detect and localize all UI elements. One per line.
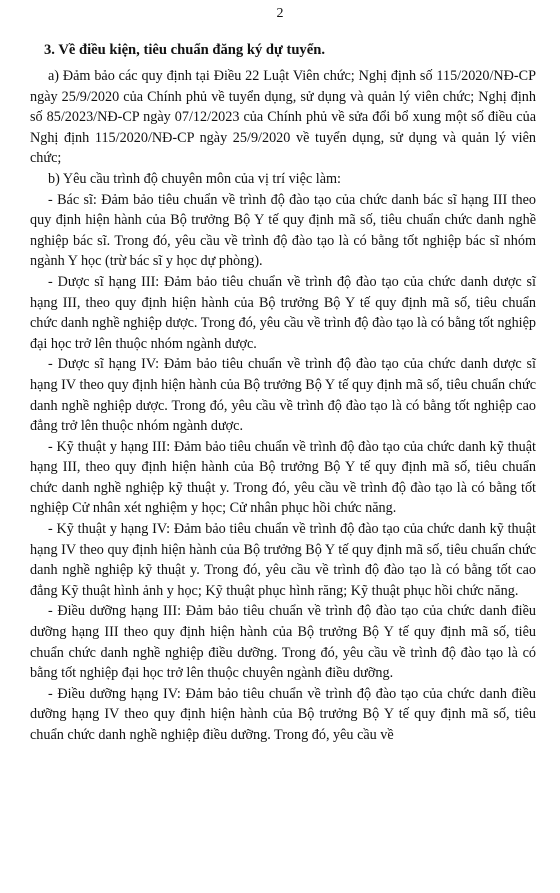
section-title: 3. Về điều kiện, tiêu chuẩn đăng ký dự tuyển. [44,42,325,58]
paragraph-dieu-duong-hang-iii: - Điều dưỡng hạng III: Đảm bảo tiêu chuẩn về trình độ đào tạo của chức danh điều dưỡng hạng III theo quy định hiện hành của Bộ trưởng Bộ Y tế quy định mã số, tiêu chuẩn chức danh nghề nghiệp điều dưỡng. Trong đó, yêu cầu về trình độ đào tạo là có bằng tốt nghiệp đại học trở lên thuộc chuyên ngành điều dưỡng. [30,603,536,682]
paragraph-a-legal-basis: a) Đảm bảo các quy định tại Điều 22 Luật Viên chức; Nghị định số 115/2020/NĐ-CP ngày 25/9/2020 của Chính phủ về tuyển dụng, sử dụng và quản lý viên chức; Nghị định số 85/2023/NĐ-CP ngày 07/12/2023 của Chính phủ về sửa đổi bổ xung một số điều của Nghị định 115/2020/NĐ-CP ngày 25/9/2020 về tuyển dụng, sử dụng và quản lý viên chức; [30,68,536,167]
paragraph-bac-si: - Bác sĩ: Đảm bảo tiêu chuẩn về trình độ đào tạo của chức danh bác sĩ hạng III theo quy định hiện hành của Bộ trưởng Bộ Y tế quy định mã số, tiêu chuẩn chức danh nghề nghiệp bác sĩ. Trong đó, yêu cầu về trình độ đào tạo là có bằng tốt nghiệp bác sĩ nhóm ngành Y học (trừ bác sĩ y học dự phòng). [30,191,536,270]
paragraph-duoc-si-hang-iv: - Dược sĩ hạng IV: Đảm bảo tiêu chuẩn về trình độ đào tạo của chức danh dược sĩ hạng IV theo quy định hiện hành của Bộ trưởng Bộ Y tế quy định mã số, tiêu chuẩn chức danh nghề nghiệp dược. Trong đó, yêu cầu về trình độ đào tạo là có bằng tốt nghiệp cao đẳng trở lên thuộc nhóm ngành dược. [30,356,536,435]
page-number: 2 [276,6,284,21]
paragraph-ky-thuat-y-hang-iii: - Kỹ thuật y hạng III: Đảm bảo tiêu chuẩn về trình độ đào tạo của chức danh kỹ thuật hạng III, theo quy định hiện hành của Bộ trưởng Bộ Y tế quy định mã số, tiêu chuẩn chức danh nghề nghiệp kỹ thuật y. Trong đó, yêu cầu về trình độ đào tạo là có bằng tốt nghiệp Cử nhân xét nghiệm y học; Cử nhân phục hồi chức năng. [30,438,536,517]
paragraph-duoc-si-hang-iii: - Dược sĩ hạng III: Đảm bảo tiêu chuẩn về trình độ đào tạo của chức danh dược sĩ hạng III, theo quy định hiện hành của Bộ trưởng Bộ Y tế quy định mã số, tiêu chuẩn chức danh nghề nghiệp dược. Trong đó, yêu cầu về trình độ đào tạo là có bằng tốt nghiệp đại học trở lên thuộc nhóm ngành dược. [30,273,536,352]
paragraph-b-requirements: b) Yêu cầu trình độ chuyên môn của vị trí việc làm: [48,170,341,187]
paragraph-dieu-duong-hang-iv: - Điều dưỡng hạng IV: Đảm bảo tiêu chuẩn về trình độ đào tạo của chức danh điều dưỡng hạng IV theo quy định hiện hành của Bộ trưởng Bộ Y tế quy định mã số, tiêu chuẩn chức danh nghề nghiệp điều dưỡng. Trong đó, yêu cầu về [30,685,536,743]
paragraph-ky-thuat-y-hang-iv: - Kỹ thuật y hạng IV: Đảm bảo tiêu chuẩn về trình độ đào tạo của chức danh kỹ thuật hạng IV theo quy định hiện hành của Bộ trưởng Bộ Y tế quy định mã số, tiêu chuẩn chức danh nghề nghiệp kỹ thuật y. Trong đó, yêu cầu về trình độ đào tạo là có bằng tốt cao đẳng Kỹ thuật hình ảnh y học; Kỹ thuật phục hình răng; Kỹ thuật phục hồi chức năng. [30,521,536,599]
document-body [30,40,536,746]
